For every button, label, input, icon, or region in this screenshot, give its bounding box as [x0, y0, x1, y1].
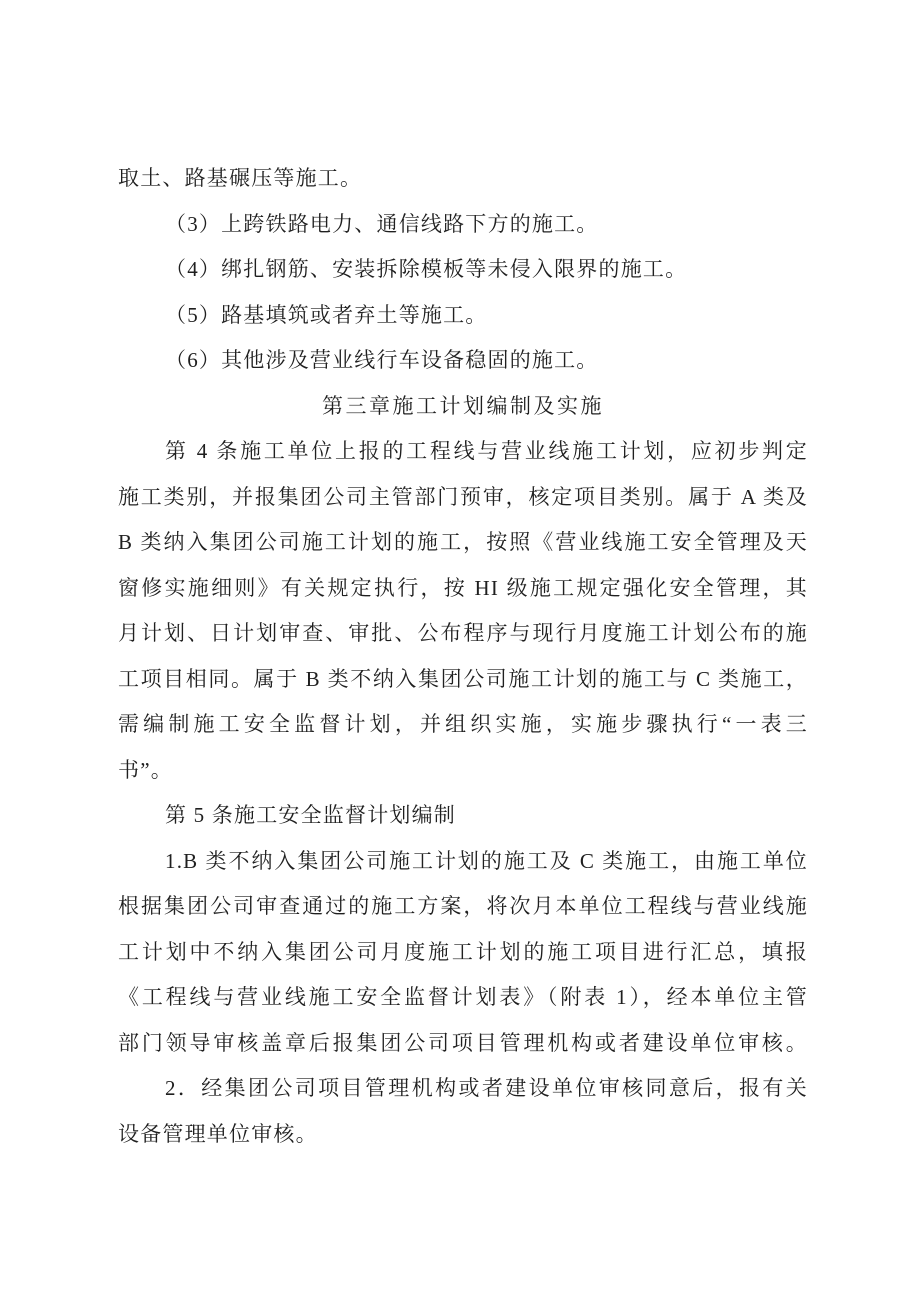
text-line-14: 书”。 [118, 757, 173, 782]
text-line-15: 第 5 条施工安全监督计划编制 [165, 803, 456, 827]
text-line-22: 设备管理单位审核。 [118, 1121, 318, 1146]
text-line-16: 1.B 类不纳入集团公司施工计划的施工及 C 类施工，由施工单位 [165, 848, 808, 873]
text-line-19: 《工程线与营业线施工安全监督计划表》（附表 1），经本单位主管 [118, 985, 808, 1009]
text-line-21: 2．经集团公司项目管理机构或者建设单位审核同意后，报有关 [165, 1076, 808, 1100]
text-line-9: B 类纳入集团公司施工计划的施工，按照《营业线施工安全管理及天 [118, 530, 808, 554]
text-line-1: 取土、路基碾压等施工。 [118, 166, 363, 190]
text-line-20: 部门领导审核盖章后报集团公司项目管理机构或者建设单位审核。 [118, 1030, 808, 1055]
text-line-8: 施工类别，并报集团公司主管部门预审，核定项目类别。属于 A 类及 [118, 484, 808, 509]
text-block [118, 156, 808, 1157]
text-line-2: （3）上跨铁路电力、通信线路下方的施工。 [165, 211, 599, 236]
text-line-11: 月计划、日计划审查、审批、公布程序与现行月度施工计划公布的施 [118, 621, 808, 645]
text-line-4: （5）路基填筑或者弃土等施工。 [165, 302, 488, 327]
chapter-heading: 第三章施工计划编制及实施 [322, 393, 604, 418]
text-line-10: 窗修实施细则》有关规定执行，按 HI 级施工规定强化安全管理，其 [118, 575, 808, 600]
text-line-18: 工计划中不纳入集团公司月度施工计划的施工项目进行汇总，填报 [118, 939, 808, 964]
text-line-12: 工项目相同。属于 B 类不纳入集团公司施工计划的施工与 C 类施工， [118, 666, 808, 691]
text-line-7: 第 4 条施工单位上报的工程线与营业线施工计划，应初步判定 [165, 439, 808, 463]
text-line-13: 需编制施工安全监督计划，并组织实施，实施步骤执行“一表三 [118, 712, 808, 736]
text-line-5: （6）其他涉及营业线行车设备稳固的施工。 [165, 348, 599, 372]
text-line-17: 根据集团公司审查通过的施工方案，将次月本单位工程线与营业线施 [118, 894, 808, 918]
text-line-3: （4）绑扎钢筋、安装拆除模板等未侵入限界的施工。 [165, 257, 688, 281]
